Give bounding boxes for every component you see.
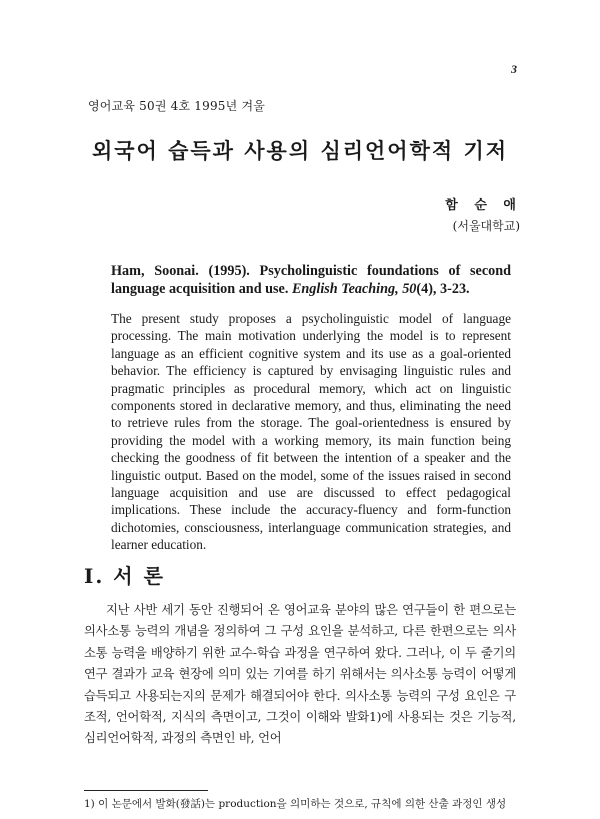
section-heading: I. 서 론 bbox=[84, 564, 165, 588]
page-number: 3 bbox=[511, 62, 517, 76]
citation-issue: (4), 3-23. bbox=[416, 281, 470, 297]
citation bbox=[111, 262, 511, 298]
journal-header: 영어교육 50권 4호 1995년 겨울 bbox=[88, 99, 266, 113]
citation-journal: English Teaching, 50 bbox=[291, 281, 417, 297]
footnote: 1) 이 논문에서 발화(發話)는 production을 의미하는 것으로, 규칙에 의한 산출 과정인 생성 bbox=[84, 798, 507, 810]
paper-title: 외국어 습득과 사용의 심리언어학적 기저 bbox=[91, 138, 509, 163]
author-affiliation: (서울대학교) bbox=[452, 219, 520, 233]
author-name: 함 순 애 bbox=[445, 198, 522, 213]
body-text bbox=[84, 600, 516, 750]
body-paragraph: 지난 사반 세기 동안 진행되어 온 영어교육 분야의 많은 연구들이 한 편으로는 의사소통 능력의 개념을 정의하여 그 구성 요인을 분석하고, 다른 한편으로는 의사소통 능력을 배양하기 위한 교수-학습 과정을 연구하여 왔다. 그러나, 이 두 줄기의 연구 결과가 교육 현장에 의미 있는 기여를 하기 위해서는 의사소통 능력이 어떻게 습득되고 사용되는지의 문제가 해결되어야 한다. 의사소통 능력의 구성 요인은 구조적, 언어학적, 지식의 측면이고, 그것이 이해와 발화1)에 사용되는 것은 기능적, 심리언어학적, 과정의 측면인 바, 언어 bbox=[84, 603, 516, 746]
citation-text: Ham, Soonai. (1995). Psycholinguistic foundations of second language acquisition and use. bbox=[111, 263, 511, 297]
abstract: The present study proposes a psycholinguistic model of language processing. The main motivation underlying the model is to represent language as an efficient cognitive system and its use as a goal-oriented behavior. The efficiency is captured by envisaging linguistic rules and pragmatic principles as procedural memory, which act on linguistic components stored in declarative memory, and thus, eliminating the need to retrieve rules from the storage. The goal-orientedness is ensured by providing the model with a working memory, its main function being checking the goodness of fit between the intention of a speaker and the linguistic output. Based on the model, some of the issues raised in second language acquisition and use are discussed to effect pedagogical implications. These include the accuracy-fluency and form-function dichotomies, consciousness, interlanguage communication strategies, and learner education. bbox=[111, 311, 511, 553]
footnote-divider bbox=[84, 790, 208, 791]
